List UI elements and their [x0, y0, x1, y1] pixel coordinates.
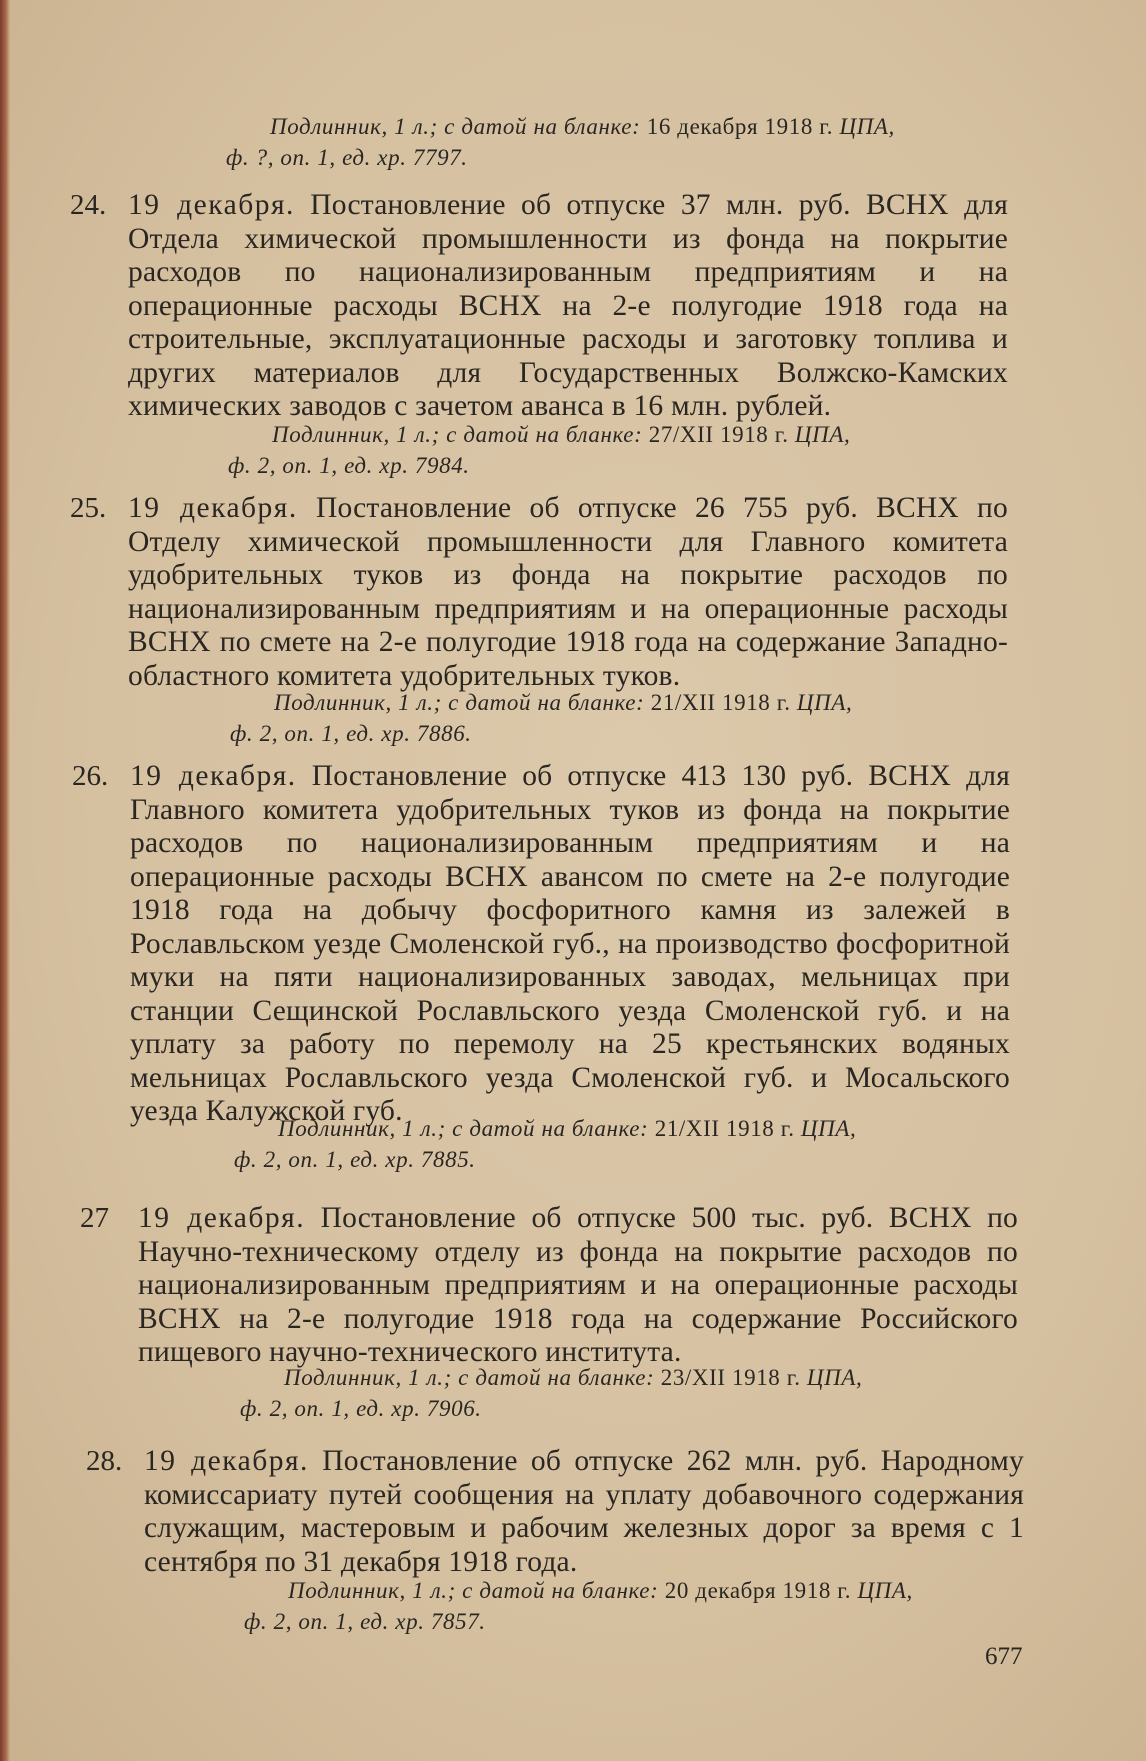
source-date: 23/XII 1918 г.	[660, 1365, 801, 1390]
source-reference: ф. ?, оп. 1, ед. хр. 7797.	[226, 145, 468, 170]
entry-date: 19 декабря.	[144, 1445, 309, 1477]
source-date: 21/XII 1918 г.	[654, 1116, 795, 1141]
entry-number: 25.	[70, 492, 107, 524]
entry-number: 24.	[70, 189, 107, 221]
entry-date: 19 декабря.	[128, 189, 295, 221]
entry-source-note	[230, 687, 1010, 749]
source-prefix: Подлинник, 1 л.; с датой на бланке:	[274, 690, 645, 715]
entry-description: Постановление об отпуске 37 млн. руб. ВСНХ для Отдела химической промышленности из фонда на покрытие расходов по национализированным предприятиям и на операционные расходы ВСНХ на 2-е полугодие 1918 года на строительные, эксплуатационные расходы и заготовку топлива и других материалов для Государственных Волжско-Камских химических заводов с зачетом аванса в 16 млн. рублей.	[128, 189, 1008, 422]
entry-source-note	[240, 1362, 1020, 1424]
source-date: 27/XII 1918 г.	[648, 422, 789, 447]
entry-description: Постановление об отпуске 500 тыс. руб. ВСНХ по Научно-техническому отделу из фонда на покрытие расходов по национализированным предприятиям и на операционные расходы ВСНХ на 2-е полугодие 1918 года на содержание Российского пищевого научно-технического института.	[138, 1202, 1019, 1368]
source-prefix: Подлинник, 1 л.; с датой на бланке:	[284, 1365, 655, 1390]
entry-text	[128, 492, 1008, 693]
entry-description: Постановление об отпуске 262 млн. руб. Народному комиссариату путей сообщения на уплату добавочного содержания служащим, мастеровым и рабочим железных дорог за время с 1 сентября по 31 декабря 1918 года.	[144, 1445, 1024, 1578]
source-prefix: Подлинник, 1 л.; с датой на бланке:	[288, 1578, 659, 1603]
source-reference: ф. 2, оп. 1, ед. хр. 7885.	[234, 1147, 476, 1172]
entry-text	[130, 760, 1010, 1129]
source-date: 20 декабря 1918 г.	[664, 1578, 852, 1603]
source-archive: ЦПА,	[857, 1578, 913, 1603]
source-prefix: Подлинник, 1 л.; с датой на бланке:	[278, 1116, 649, 1141]
source-prefix: Подлинник, 1 л.; с датой на бланке:	[270, 114, 641, 139]
source-reference: ф. 2, оп. 1, ед. хр. 7857.	[244, 1609, 486, 1634]
source-date: 16 декабря 1918 г.	[646, 114, 834, 139]
source-archive: ЦПА,	[794, 422, 851, 447]
source-archive: ЦПА,	[806, 1365, 863, 1390]
top-source-note	[226, 111, 1006, 173]
entry-description: Постановление об отпуске 26 755 руб. ВСНХ по Отделу химической промышленности для Главного комитета удобрительных туков из фонда на покрытие расходов по национализированным предприятиям и на операционные расходы ВСНХ по смете на 2-е полугодие 1918 года на содержание Западно-областного комитета удобрительных туков.	[128, 492, 1008, 692]
book-spine-edge	[0, 0, 10, 1761]
entry-source-note	[244, 1575, 1024, 1637]
entry-source-note	[228, 419, 1008, 481]
source-date: 21/XII 1918 г.	[650, 690, 791, 715]
source-archive: ЦПА,	[800, 1116, 857, 1141]
entry-number: 28.	[86, 1445, 123, 1477]
entry-source-note	[234, 1113, 1014, 1175]
entry-text	[128, 189, 1008, 424]
entry-date: 19 декабря.	[130, 760, 297, 792]
entry-description: Постановление об отпуске 413 130 руб. ВСНХ для Главного комитета удобрительных туков из фонда на покрытие расходов по национализированным предприятиям и на операционные расходы ВСНХ авансом по смете на 2-е полугодие 1918 года на добычу фосфоритного камня из залежей в Рославльском уезде Смоленской губ., на производство фосфоритной муки на пяти национализированных заводах, мельницах при станции Сещинской Рославльского уезда Смоленской губ. и на уплату за работу по перемолу на 25 крестьянских водяных мельницах Рославльского уезда Смоленской губ. и Мосальского уезда Калужской губ.	[130, 760, 1010, 1127]
entry-date: 19 декабря.	[128, 492, 298, 524]
entry-number: 26.	[72, 760, 109, 792]
source-reference: ф. 2, оп. 1, ед. хр. 7906.	[240, 1396, 482, 1421]
source-archive: ЦПА,	[839, 114, 895, 139]
entry-text	[138, 1202, 1018, 1370]
source-reference: ф. 2, оп. 1, ед. хр. 7886.	[230, 721, 472, 746]
entry-number: 27	[80, 1202, 109, 1234]
source-prefix: Подлинник, 1 л.; с датой на бланке:	[272, 422, 643, 447]
entry-date: 19 декабря.	[138, 1202, 306, 1234]
source-reference: ф. 2, оп. 1, ед. хр. 7984.	[228, 453, 470, 478]
page-number: 677	[985, 1643, 1023, 1670]
entry-text	[144, 1445, 1024, 1579]
source-archive: ЦПА,	[796, 690, 853, 715]
